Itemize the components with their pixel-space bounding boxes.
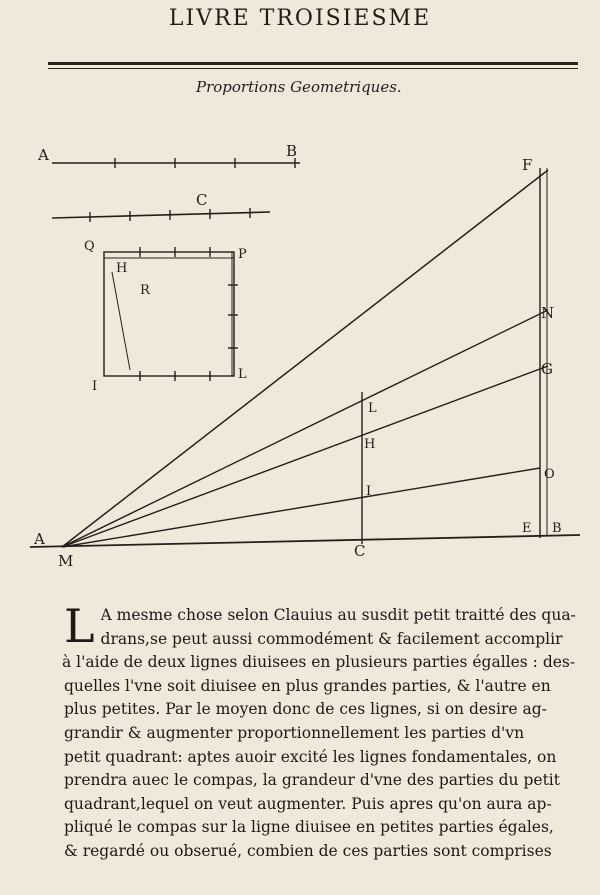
label-g: G	[541, 360, 553, 378]
small-quadrant-diagonal	[112, 272, 130, 370]
body-line: petit quadrant: aptes auoir excité les lignes fondamentales, on	[64, 747, 557, 766]
line-mn	[62, 310, 548, 547]
label-e: E	[522, 521, 532, 536]
body-line: pliqué le compas sur la ligne diuisee en petites parties égales,	[64, 818, 554, 837]
divided-line-c	[52, 212, 270, 218]
label-a: A	[34, 530, 45, 548]
label-l: L	[368, 401, 377, 416]
body-line: grandir & augmenter proportionnellement les parties d'vn	[64, 723, 525, 742]
body-line: quelles l'vne soit diuisee en plus grandes parties, & l'autre en	[64, 676, 551, 695]
label-b: B	[552, 521, 562, 536]
body-line: drans,se peut aussi commodément & facilement accomplir	[100, 629, 563, 648]
drop-cap: L	[64, 599, 95, 653]
section-title: Proportions Geometriques.	[196, 78, 402, 96]
label-q: Q	[84, 239, 95, 254]
body-line: prendra auec le compas, la grandeur d'vne des parties du petit	[64, 771, 560, 790]
small-quadrant-ticks	[140, 247, 238, 381]
body-line: & regardé ou obserué, combien de ces parties sont comprises	[64, 841, 552, 860]
label-a-top: A	[38, 146, 49, 164]
body-line: à l'aide de deux lignes diuisees en plusieurs parties égalles : des-	[62, 653, 576, 672]
body-text	[62, 599, 586, 864]
label-c: C	[354, 542, 366, 560]
label-i: I	[366, 484, 372, 499]
line-mo	[62, 468, 540, 547]
running-head: LIVRE TROISIESME	[168, 6, 432, 31]
body-line: plus petites. Par le moyen donc de ces lignes, si on desire ag-	[64, 700, 547, 719]
baseline-ab	[30, 535, 580, 547]
label-r: R	[140, 283, 150, 298]
label-c-top: C	[196, 191, 208, 209]
label-o: O	[544, 467, 555, 482]
label-l-box: L	[238, 367, 247, 382]
line-mg	[62, 366, 548, 547]
body-line: quadrant,lequel on veut augmenter. Puis apres qu'on aura ap-	[64, 794, 552, 813]
label-b-top: B	[286, 142, 298, 160]
label-p: P	[238, 247, 247, 262]
label-h: H	[364, 437, 376, 452]
label-f: F	[522, 156, 533, 174]
label-h-box: H	[116, 261, 128, 276]
body-line: A mesme chose selon Clauius au susdit petit traitté des qua-	[100, 606, 576, 624]
line-mf	[62, 170, 548, 547]
label-m: M	[58, 552, 74, 570]
label-i-box: I	[92, 379, 98, 394]
label-n: N	[541, 304, 555, 322]
